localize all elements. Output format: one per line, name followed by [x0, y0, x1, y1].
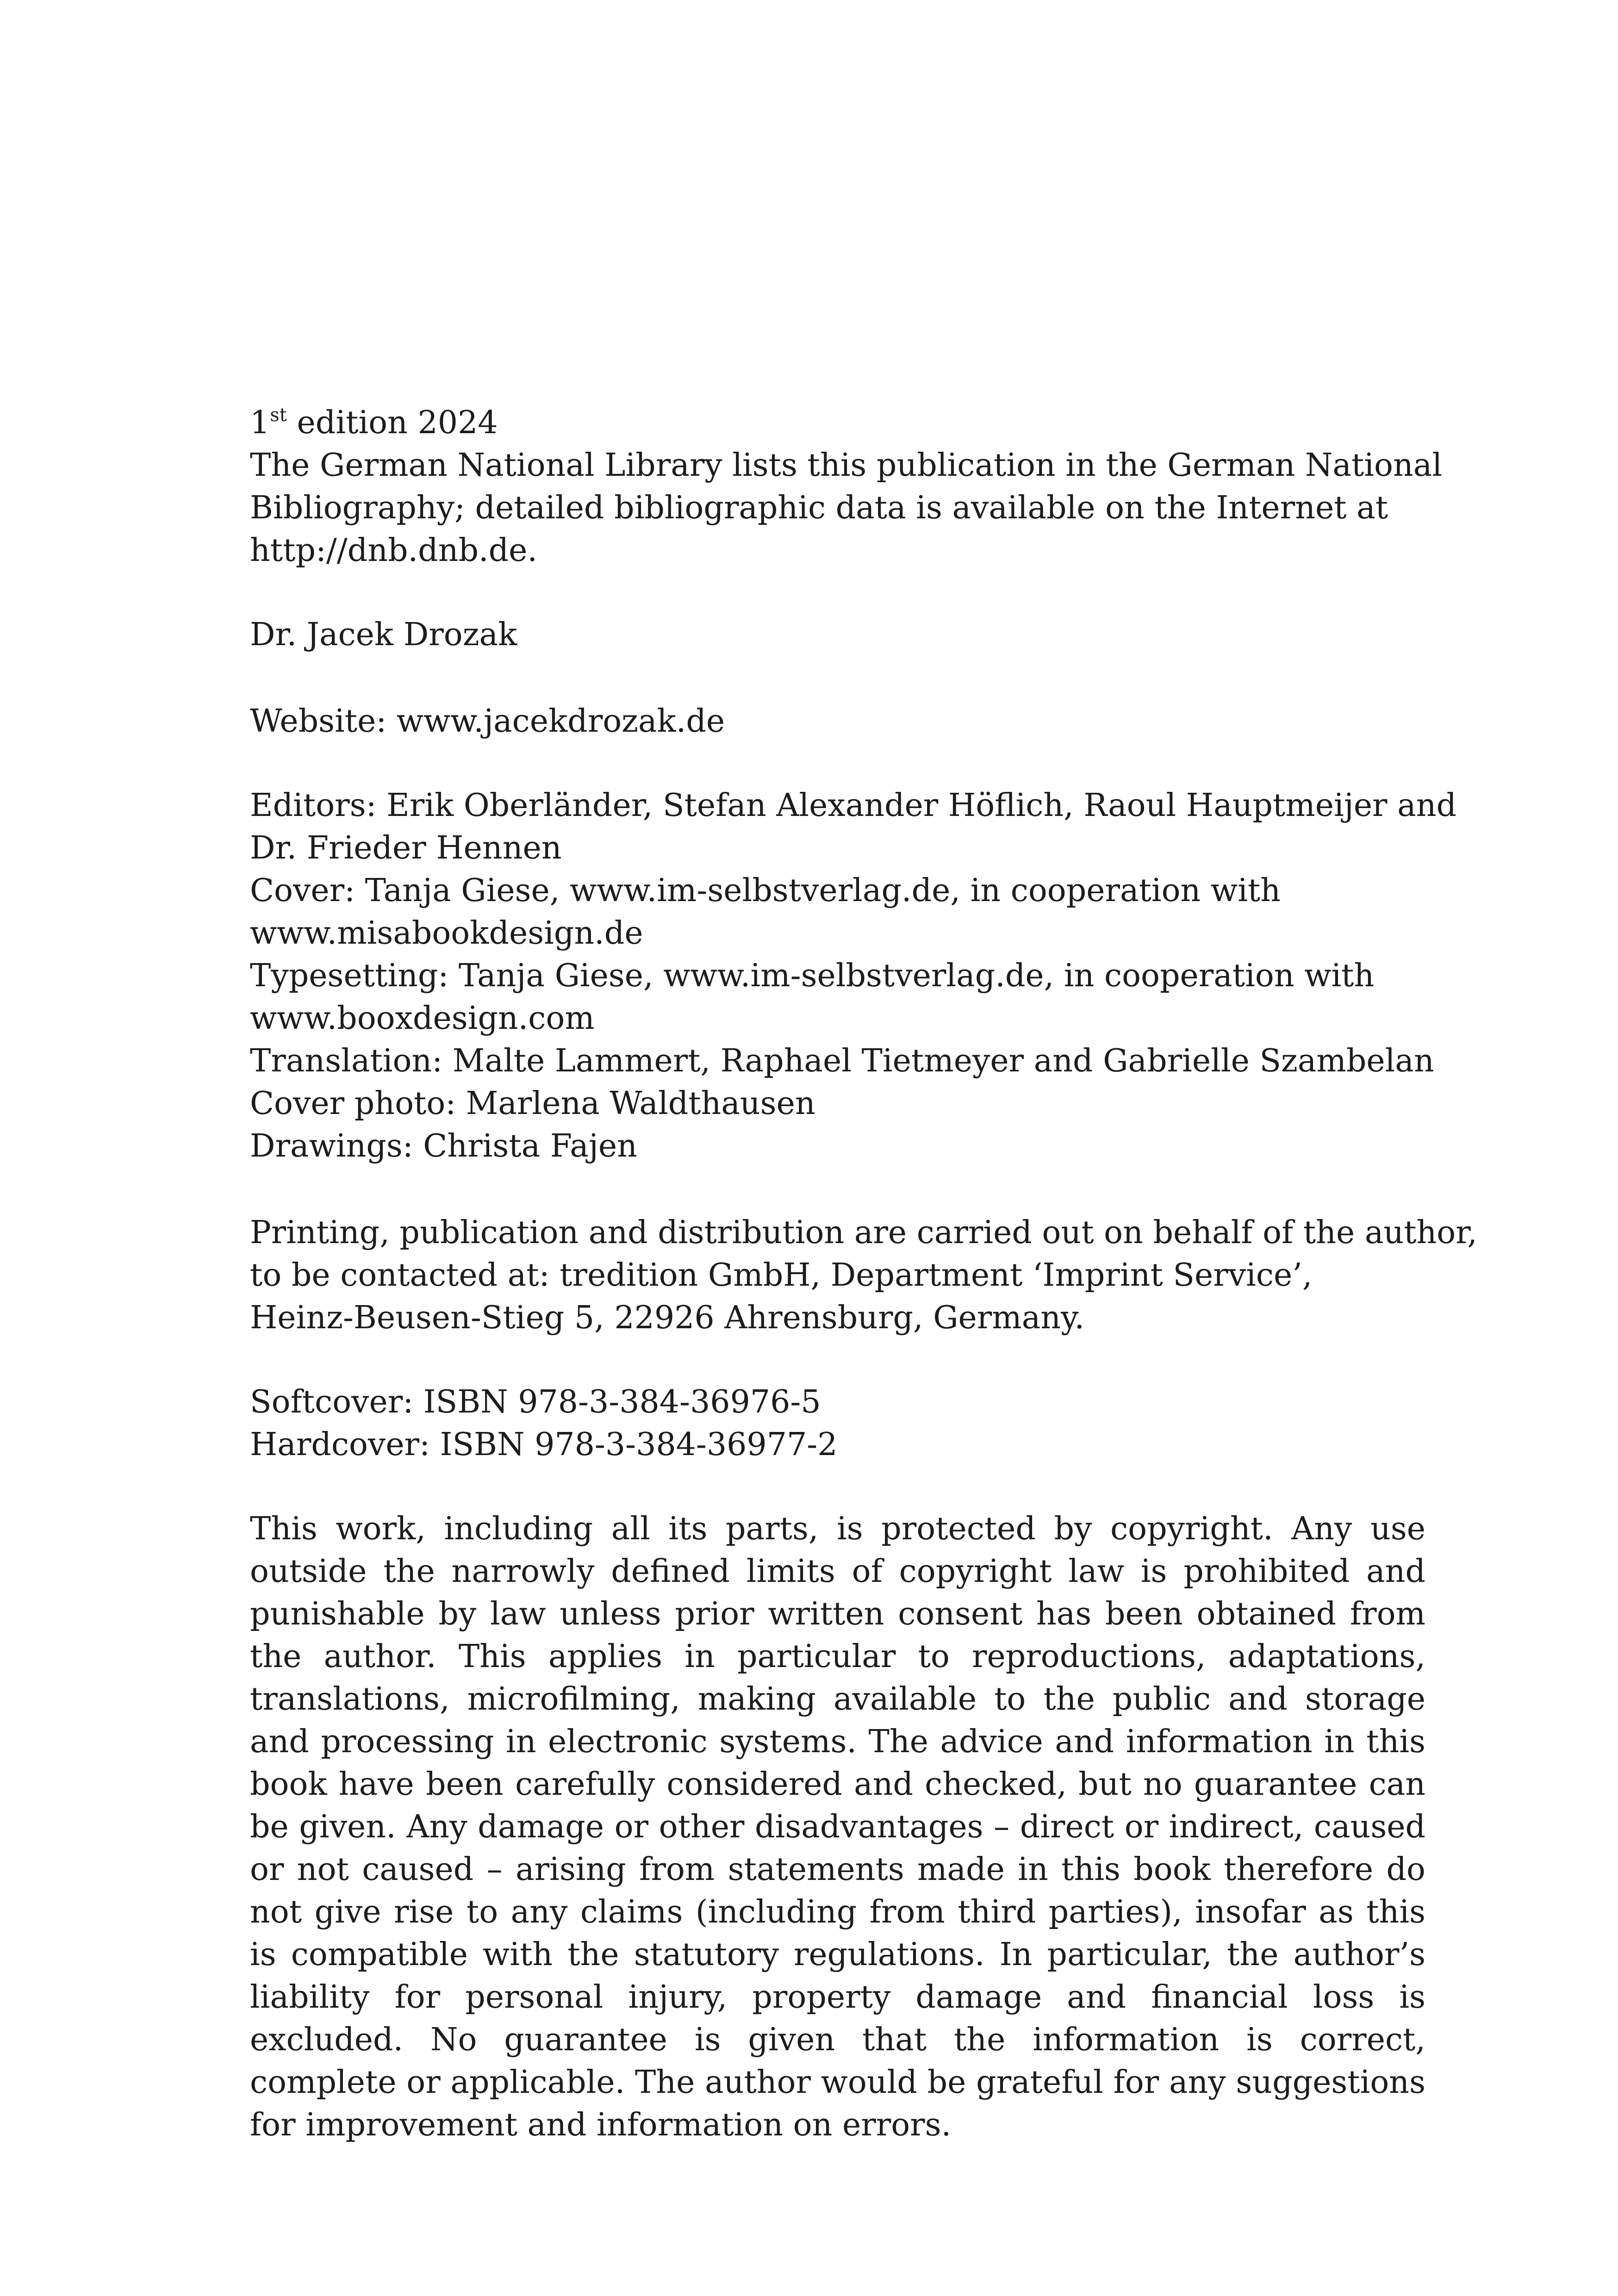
author-name: Dr. Jacek Drozak	[250, 616, 517, 653]
bibliography-line: The German National Library lists this publication in the German National	[250, 447, 1443, 484]
imprint-content	[250, 402, 1477, 2147]
credits-line: Cover photo: Marlena Waldthausen	[250, 1085, 815, 1122]
publisher-block	[250, 1212, 1477, 1339]
edition-number: 1	[250, 404, 270, 441]
bibliography-line: Bibliography; detailed bibliographic data is available on the Internet at	[250, 490, 1388, 526]
isbn-hardcover: Hardcover: ISBN 978-3-384-36977-2	[250, 1426, 838, 1463]
credits-line: Drawings: Christa Fajen	[250, 1128, 637, 1164]
credits-line: Translation: Malte Lammert, Raphael Tietmeyer and Gabrielle Szambelan	[250, 1043, 1434, 1079]
edition-block	[250, 402, 1443, 572]
credits-line: Cover: Tanja Giese, www.im-selbstverlag.de, in cooperation with	[250, 872, 1281, 909]
website-block	[250, 700, 1425, 743]
edition-ordinal-suffix: st	[270, 404, 287, 426]
credits-line: www.misabookdesign.de	[250, 915, 643, 952]
author-block	[250, 614, 1425, 656]
website-line: Website: www.jacekdrozak.de	[250, 703, 725, 740]
credits-line: Dr. Frieder Hennen	[250, 830, 562, 866]
credits-line: www.booxdesign.com	[250, 1000, 595, 1037]
bibliography-link: http://dnb.dnb.de.	[250, 532, 538, 569]
publisher-line: Printing, publication and distribution are carried out on behalf of the author,	[250, 1214, 1477, 1251]
edition-text: edition 2024	[297, 404, 498, 441]
credits-line: Editors: Erik Oberländer, Stefan Alexander Höflich, Raoul Hauptmeijer and	[250, 787, 1457, 824]
isbn-softcover: Softcover: ISBN 978-3-384-36976-5	[250, 1384, 821, 1420]
copyright-notice: This work, including all its parts, is protected by copyright. Any use outside the narrowly defined limits of copyright law is prohibited and punishable by law unless prior written consent has been obtained from the author. This applies in particular to reproductions, adaptations, translations, microfilming, making available to the public and storage and processing in electronic systems. The advice and information in this book have been carefully considered and checked, but no guarantee can be given. Any damage or other disadvantages – direct or indirect, caused or not caused – arising from statements made in this book therefore do not give rise to any claims (including from third parties), insofar as this is compatible with the statutory regulations. In particular, the author’s liability for personal injury, property damage and financial loss is excluded. No guarantee is given that the information is correct, complete or applicable. The author would be grateful for any suggestions for improvement and information on errors.	[250, 1511, 1425, 2143]
edition-line	[250, 402, 1425, 444]
copyright-block	[250, 1508, 1425, 2147]
publisher-line: Heinz-Beusen-Stieg 5, 22926 Ahrensburg, Germany.	[250, 1300, 1085, 1336]
publisher-line: to be contacted at: tredition GmbH, Department ‘Imprint Service’,	[250, 1257, 1313, 1294]
credits-line: Typesetting: Tanja Giese, www.im-selbstverlag.de, in cooperation with	[250, 958, 1375, 994]
credits-block	[250, 784, 1457, 1168]
isbn-block	[250, 1381, 1425, 1466]
